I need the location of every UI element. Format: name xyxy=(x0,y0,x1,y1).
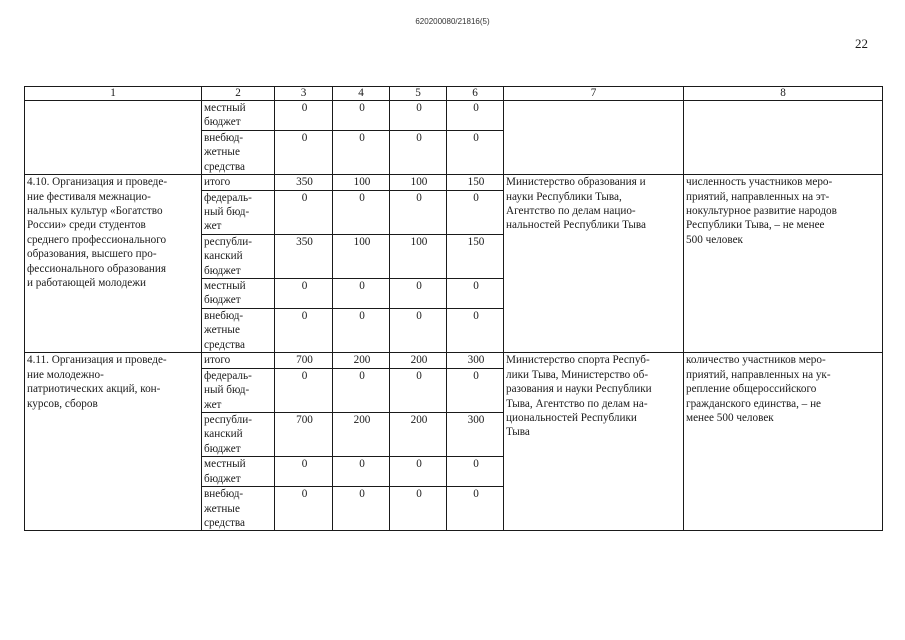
value-cell: 700 xyxy=(275,412,333,456)
value-cell: 0 xyxy=(333,279,390,309)
column-header: 5 xyxy=(390,87,447,101)
executor-cell: Министерство спорта Респуб- лики Тыва, Министерство об- разования и науки Республики Тыва, Агентство по делам на- циональностей Республики Тыва xyxy=(504,353,684,531)
value-cell: 0 xyxy=(275,279,333,309)
column-header: 3 xyxy=(275,87,333,101)
value-cell: 0 xyxy=(447,368,504,412)
funding-source: внебюд- жетные средства xyxy=(202,487,275,531)
funding-source: республи- канский бюджет xyxy=(202,412,275,456)
value-cell: 0 xyxy=(390,309,447,353)
value-cell: 0 xyxy=(275,368,333,412)
value-cell: 150 xyxy=(447,234,504,278)
value-cell: 200 xyxy=(333,353,390,368)
value-cell: 0 xyxy=(275,190,333,234)
value-cell: 100 xyxy=(333,175,390,190)
value-cell: 0 xyxy=(447,190,504,234)
value-cell: 0 xyxy=(390,190,447,234)
program-table xyxy=(24,86,883,531)
column-header-row xyxy=(25,87,883,101)
table-row xyxy=(25,353,883,368)
value-cell: 200 xyxy=(333,412,390,456)
value-cell: 0 xyxy=(390,279,447,309)
value-cell: 0 xyxy=(447,279,504,309)
value-cell: 700 xyxy=(275,353,333,368)
value-cell: 100 xyxy=(390,175,447,190)
column-header: 7 xyxy=(504,87,684,101)
funding-source: внебюд- жетные средства xyxy=(202,309,275,353)
funding-source: федераль- ный бюд- жет xyxy=(202,368,275,412)
indicator-cell: количество участников меро- приятий, направленных на ук- репление общероссийского гражданского единства, – не менее 500 человек xyxy=(684,353,883,531)
funding-source: местный бюджет xyxy=(202,457,275,487)
funding-source: республи- канский бюджет xyxy=(202,234,275,278)
empty-indicator-cell xyxy=(684,101,883,175)
funding-source: итого xyxy=(202,353,275,368)
value-cell: 150 xyxy=(447,175,504,190)
value-cell: 0 xyxy=(447,457,504,487)
value-cell: 0 xyxy=(390,131,447,175)
value-cell: 0 xyxy=(275,131,333,175)
value-cell: 300 xyxy=(447,353,504,368)
value-cell: 200 xyxy=(390,353,447,368)
value-cell: 0 xyxy=(333,101,390,131)
empty-name-cell xyxy=(25,101,202,175)
value-cell: 0 xyxy=(390,368,447,412)
table-row xyxy=(25,101,883,131)
table-row xyxy=(25,175,883,190)
value-cell: 0 xyxy=(447,309,504,353)
page-number: 22 xyxy=(855,36,868,51)
value-cell: 0 xyxy=(333,131,390,175)
funding-source: внебюд- жетные средства xyxy=(202,131,275,175)
value-cell: 0 xyxy=(275,487,333,531)
value-cell: 300 xyxy=(447,412,504,456)
activity-name-cell: 4.10. Организация и проведе- ние фестиваля межнацио- нальных культур «Богатство России» среди студентов среднего профессионального образования, высшего про- фессионального образования и работающей молодежи xyxy=(25,175,202,353)
value-cell: 200 xyxy=(390,412,447,456)
empty-executor-cell xyxy=(504,101,684,175)
value-cell: 350 xyxy=(275,234,333,278)
value-cell: 0 xyxy=(390,101,447,131)
value-cell: 0 xyxy=(333,190,390,234)
value-cell: 0 xyxy=(275,309,333,353)
column-header: 1 xyxy=(25,87,202,101)
funding-source: федераль- ный бюд- жет xyxy=(202,190,275,234)
value-cell: 0 xyxy=(447,131,504,175)
funding-source: итого xyxy=(202,175,275,190)
column-header: 6 xyxy=(447,87,504,101)
value-cell: 0 xyxy=(333,487,390,531)
indicator-cell: численность участников меро- приятий, направленных на эт- нокультурное развитие народов Республики Тыва, – не менее 500 человек xyxy=(684,175,883,353)
value-cell: 0 xyxy=(275,101,333,131)
value-cell: 0 xyxy=(333,368,390,412)
executor-cell: Министерство образования и науки Республики Тыва, Агентство по делам нацио- нальностей Республики Тыва xyxy=(504,175,684,353)
column-header: 8 xyxy=(684,87,883,101)
value-cell: 0 xyxy=(390,457,447,487)
value-cell: 0 xyxy=(390,487,447,531)
funding-source: местный бюджет xyxy=(202,279,275,309)
value-cell: 0 xyxy=(333,457,390,487)
value-cell: 0 xyxy=(447,487,504,531)
value-cell: 100 xyxy=(390,234,447,278)
value-cell: 0 xyxy=(275,457,333,487)
value-cell: 0 xyxy=(447,101,504,131)
value-cell: 350 xyxy=(275,175,333,190)
document-id: 620200080/21816(5) xyxy=(415,17,490,26)
funding-source: местный бюджет xyxy=(202,101,275,131)
value-cell: 100 xyxy=(333,234,390,278)
column-header: 4 xyxy=(333,87,390,101)
column-header: 2 xyxy=(202,87,275,101)
activity-name-cell: 4.11. Организация и проведе- ние молодежно- патриотических акций, кон- курсов, сборов xyxy=(25,353,202,531)
value-cell: 0 xyxy=(333,309,390,353)
